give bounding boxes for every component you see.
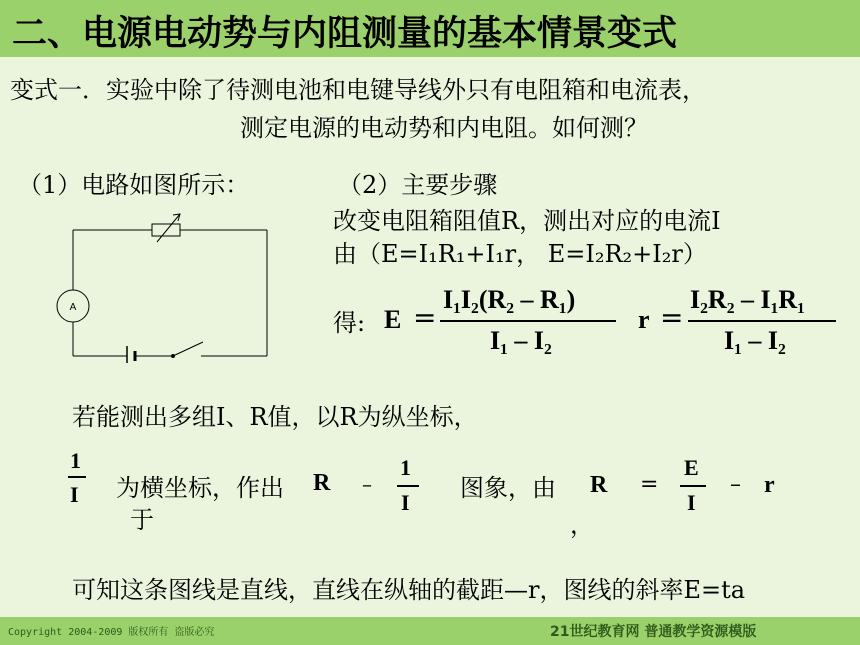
graph-minus: –: [730, 472, 741, 497]
frac3-denominator: I: [687, 490, 696, 515]
formula-r-fraction-line: [688, 320, 836, 322]
graph-dash: –: [362, 472, 372, 496]
ammeter-label: A: [69, 302, 77, 313]
graph-text-2: 图象，由: [460, 474, 556, 502]
graph-comma: ，: [570, 511, 594, 539]
footer-copyright: Copyright 2004-2009 版权所有 盗版必究: [8, 627, 215, 638]
graph-text-1: 为横坐标，作出: [116, 474, 284, 502]
frac1-line: [68, 476, 86, 478]
frac1-numerator: 1: [70, 448, 81, 473]
formula-e-denominator: I₁ – I₂: [490, 326, 552, 355]
frac1-denominator: I: [70, 482, 79, 507]
frac2-denominator: I: [401, 490, 410, 515]
graph-text-1b: 于: [130, 506, 154, 534]
frac2-line: [397, 485, 419, 487]
circuit-label: （1）电路如图所示：: [18, 171, 250, 199]
formula-e-lhs: E: [384, 305, 402, 334]
frac3-line: [680, 485, 706, 487]
graph-r1: R: [313, 470, 331, 496]
formula-r-lhs: r: [638, 305, 650, 334]
formula-r-eq: =: [660, 301, 684, 334]
graph-eq: =: [640, 472, 659, 497]
switch-pivot: [171, 354, 175, 358]
switch-lever: [173, 342, 203, 356]
formula-r-denominator: I₁ – I₂: [724, 326, 786, 355]
conclusion-text: 可知这条图线是直线，直线在纵轴的截距—r，图线的斜率E=ta: [72, 576, 746, 604]
slide-title: 二、电源电动势与内阻测量的基本情景变式: [12, 14, 678, 54]
frac3-numerator: E: [684, 455, 699, 480]
intro-line-2: 测定电源的电动势和内电阻。如何测？: [240, 114, 648, 142]
formula-e-numerator: I₁I₂(R₂ – R₁): [443, 285, 576, 314]
steps-heading: （2）主要步骤: [338, 171, 498, 199]
graph-r-end: r: [764, 472, 775, 498]
circuit-diagram: [55, 208, 275, 363]
footer-brand: 21世纪教育网 普通教学资源模版: [550, 624, 757, 640]
steps-line-2: 由（E=I₁R₁+I₁r， E=I₂R₂+I₂r）: [333, 240, 707, 268]
steps-line-1: 改变电阻箱阻值R，测出对应的电流I: [333, 207, 721, 235]
graph-r2: R: [590, 472, 608, 498]
formula-e-eq: =: [413, 301, 437, 334]
intro-line-1: 变式一．实验中除了待测电池和电键导线外只有电阻箱和电流表，: [10, 76, 706, 104]
frac2-numerator: 1: [400, 455, 411, 480]
multi-measure-text: 若能测出多组I、R值，以R为纵坐标，: [72, 403, 478, 431]
steps-de: 得:: [333, 309, 366, 337]
formula-r-numerator: I₂R₂ – I₁R₁: [690, 285, 805, 314]
formula-e-fraction-line: [440, 320, 616, 322]
rheostat-box: [152, 224, 180, 236]
